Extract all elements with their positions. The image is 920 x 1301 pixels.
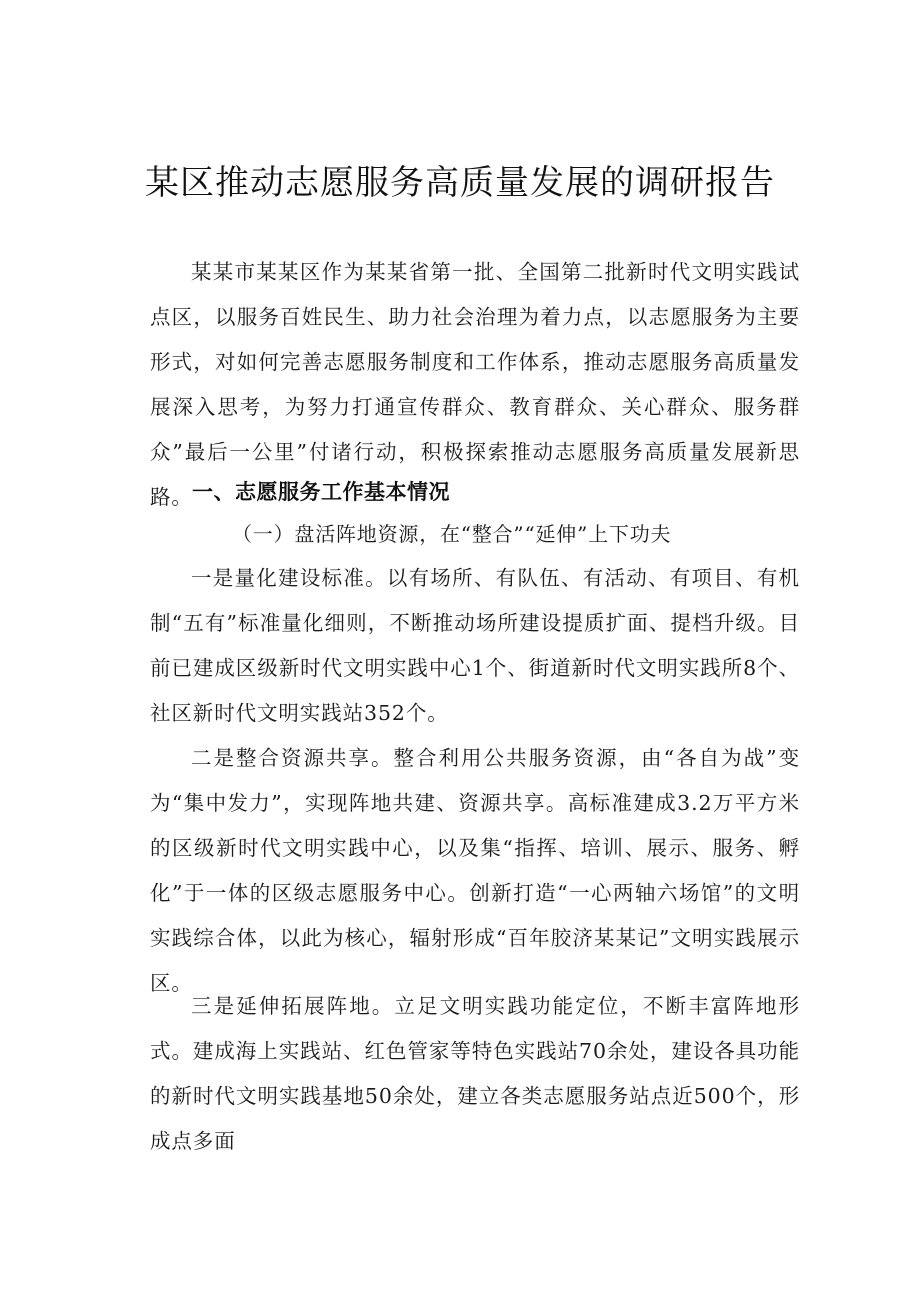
section-heading: 一、志愿服务工作基本情况 <box>192 480 450 504</box>
intro-paragraph: 某某市某某区作为某某省第一批、全国第二批新时代文明实践试点区，以服务百姓民生、助力社会治理为着力点，以志愿服务为主要形式，对如何完善志愿服务制度和工作体系，推动志愿服务高质量发展深入思考，为努力打通宣传群众、教育群众、关心群众、服务群众”最后一公里”付诸行动，积极探索推动志愿服务高质量发展新思路。 <box>150 260 800 509</box>
document-title: 某区推动志愿服务高质量发展的调研报告 <box>145 163 775 203</box>
subsection-heading: （一）盘活阵地资源，在“整合”“延伸”上下功夫 <box>232 522 672 546</box>
paragraph-standards: 一是量化建设标准。以有场所、有队伍、有活动、有项目、有机制“五有”标准量化细则，不断推动场所建设提质扩面、提档升级。目前已建成区级新时代文明实践中心1个、街道新时代文明实践所8个、社区新时代文明实践站352个。 <box>150 566 800 725</box>
paragraph-extension: 三是延伸拓展阵地。立足文明实践功能定位，不断丰富阵地形式。建成海上实践站、红色管家等特色实践站70余处，建设各具功能的新时代文明实践基地50余处，建立各类志愿服务站点近500个，形成点多面 <box>150 994 800 1153</box>
paragraph-resources: 二是整合资源共享。整合利用公共服务资源，由“各自为战”变为“集中发力”，实现阵地共建、资源共享。高标准建成3.2万平方米的区级新时代文明实践中心，以及集“指挥、培训、展示、服务、孵化”于一体的区级志愿服务中心。创新打造“一心两轴六场馆”的文明实践综合体，以此为核心，辐射形成“百年胶济某某记”文明实践展示区。 <box>150 746 800 995</box>
